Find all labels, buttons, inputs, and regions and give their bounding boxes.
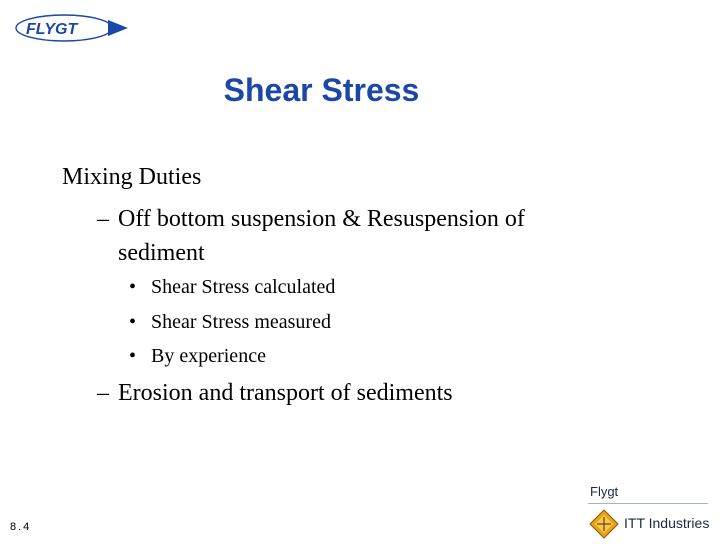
footer-brand-itt: ITT Industries	[624, 515, 710, 531]
list-item	[97, 380, 453, 407]
sub-list-item	[129, 345, 266, 368]
list-item-text: Erosion and transport of sediments	[118, 380, 453, 406]
list-item-text: Off bottom suspension & Resuspension of sediment	[118, 206, 525, 266]
list-item	[97, 202, 617, 270]
footer-divider	[588, 503, 708, 504]
bullet-marker: •	[129, 276, 137, 298]
sub-list-item-text: Shear Stress measured	[151, 311, 331, 333]
dash-marker: –	[97, 206, 109, 232]
sub-list-item-text: By experience	[151, 345, 266, 367]
bullet-marker: •	[129, 311, 137, 333]
bullet-marker: •	[129, 345, 137, 367]
footer-brand-flygt: Flygt	[590, 484, 619, 499]
dash-marker: –	[97, 380, 109, 406]
sub-list-item	[129, 311, 331, 334]
itt-logo-icon	[589, 509, 619, 539]
page-number: 8.4	[10, 521, 32, 533]
heading-mixing-duties: Mixing Duties	[62, 164, 202, 190]
sub-list-item-text: Shear Stress calculated	[151, 276, 336, 298]
sub-list-item	[129, 276, 335, 299]
slide-title-text: Shear Stress	[223, 72, 420, 108]
flygt-logo-text: FLYGT	[26, 21, 78, 38]
